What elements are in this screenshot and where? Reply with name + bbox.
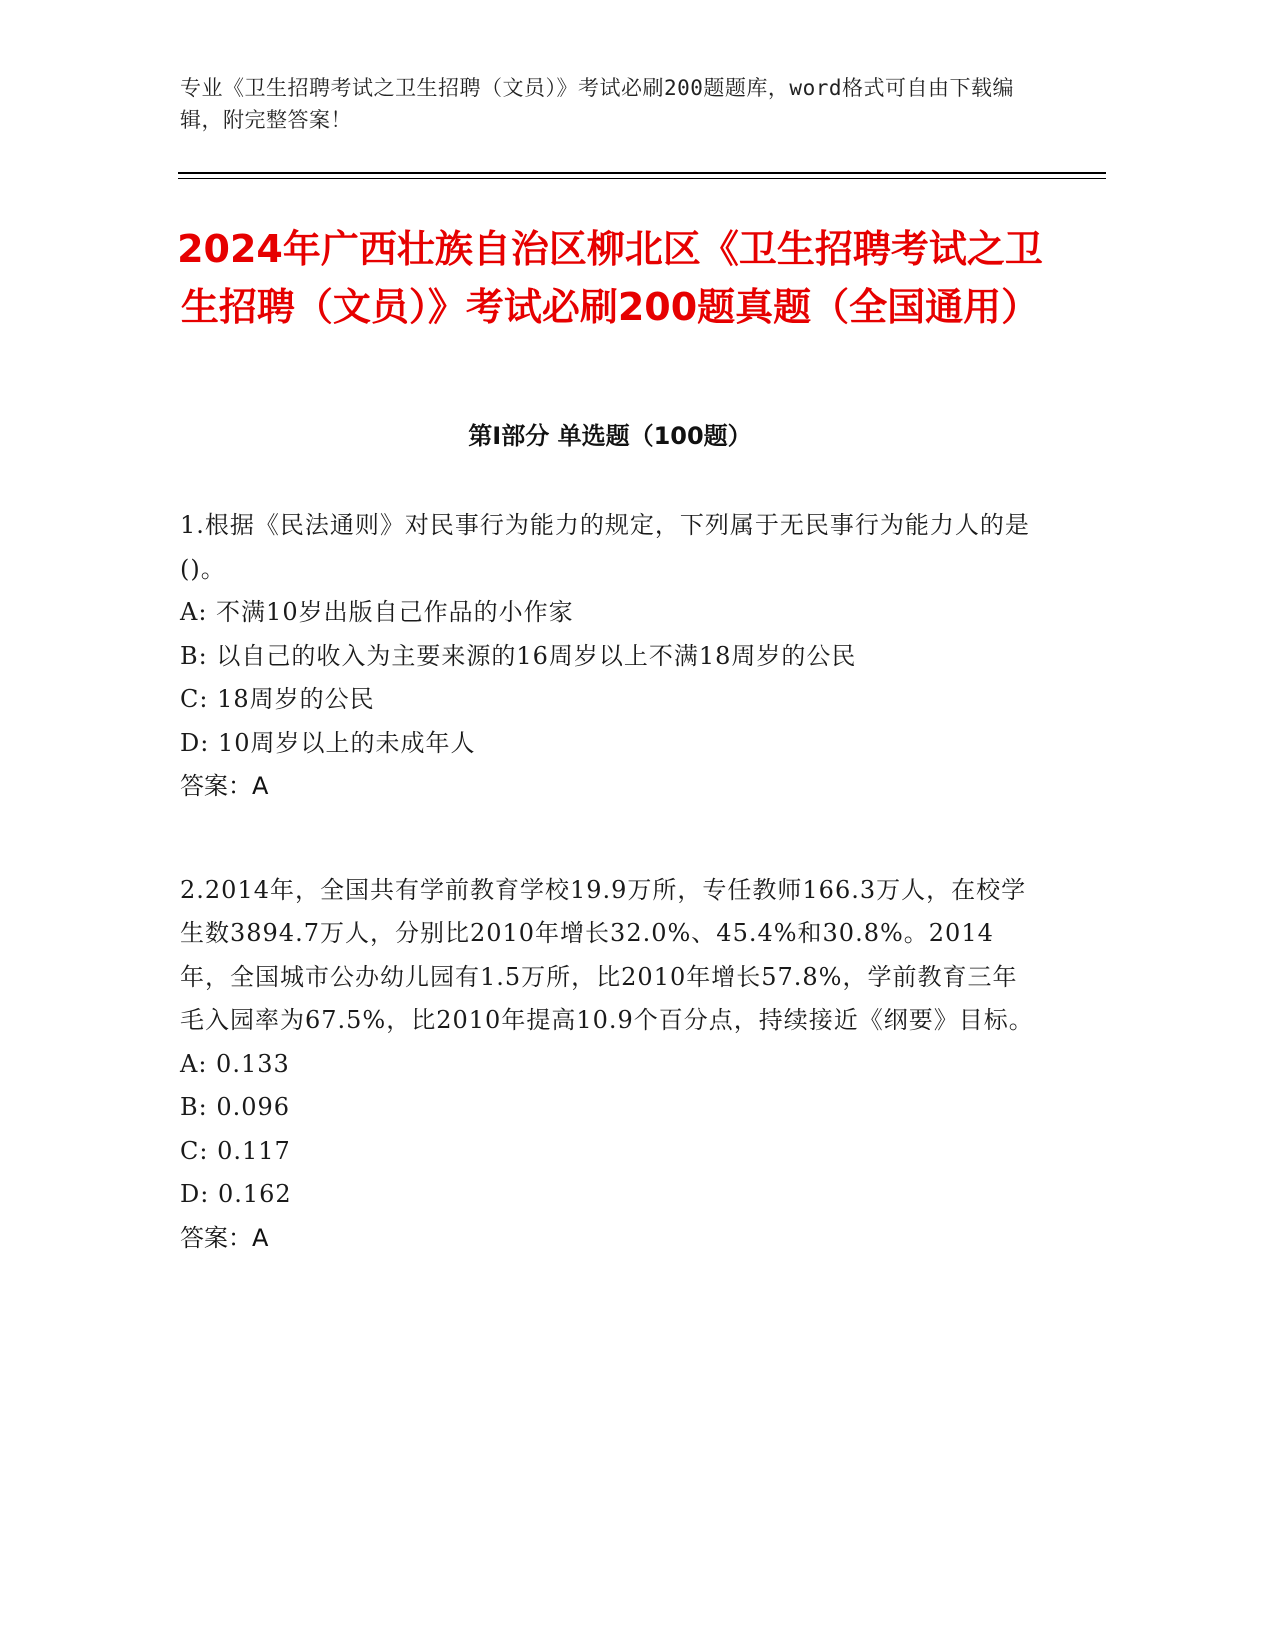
question-stem: 2.2014年，全国共有学前教育学校19.9万所，专任教师166.3万人，在校学生数3894.7万人，分别比2010年增长32.0%、45.4%和30.8%。2014年，全国城市公办幼儿园有1.5万所，比2010年增长57.8%，学前教育三年毛入园率为67.5%，比2010年提高10.9个百分点，持续接近《纲要》目标。 — [180, 875, 1034, 1034]
option-c: C: 18周岁的公民 — [180, 685, 375, 713]
option-a: A: 0.133 — [180, 1049, 290, 1078]
answer: 答案：A — [180, 1223, 269, 1252]
option-c: C: 0.117 — [180, 1136, 291, 1165]
question-1 — [180, 504, 1040, 809]
option-b: B: 0.096 — [180, 1093, 291, 1121]
option-b: B: 以自己的收入为主要来源的16周岁以上不满18周岁的公民 — [180, 641, 857, 670]
header-rule-thick — [178, 172, 1106, 174]
option-d: D: 0.162 — [180, 1180, 292, 1208]
question-list — [180, 504, 1040, 1320]
header-rule-thin — [178, 178, 1106, 179]
section-title: 第I部分 单选题（100题） — [468, 422, 752, 450]
document-title: 2024年广西壮族自治区柳北区《卫生招聘考试之卫生招聘（文员）》考试必刷200题真题（全国通用） — [177, 227, 1043, 329]
option-a: A: 不满10岁出版自己作品的小作家 — [180, 598, 574, 626]
question-stem: 1.根据《民法通则》对民事行为能力的规定，下列属于无民事行为能力人的是()。 — [180, 511, 1030, 583]
question-2 — [180, 869, 1040, 1261]
option-d: D: 10周岁以上的未成年人 — [180, 728, 476, 757]
answer: 答案：A — [180, 772, 269, 800]
header-note: 专业《卫生招聘考试之卫生招聘（文员）》考试必刷200题题库，word格式可自由下载编辑，附完整答案！ — [180, 76, 1014, 132]
